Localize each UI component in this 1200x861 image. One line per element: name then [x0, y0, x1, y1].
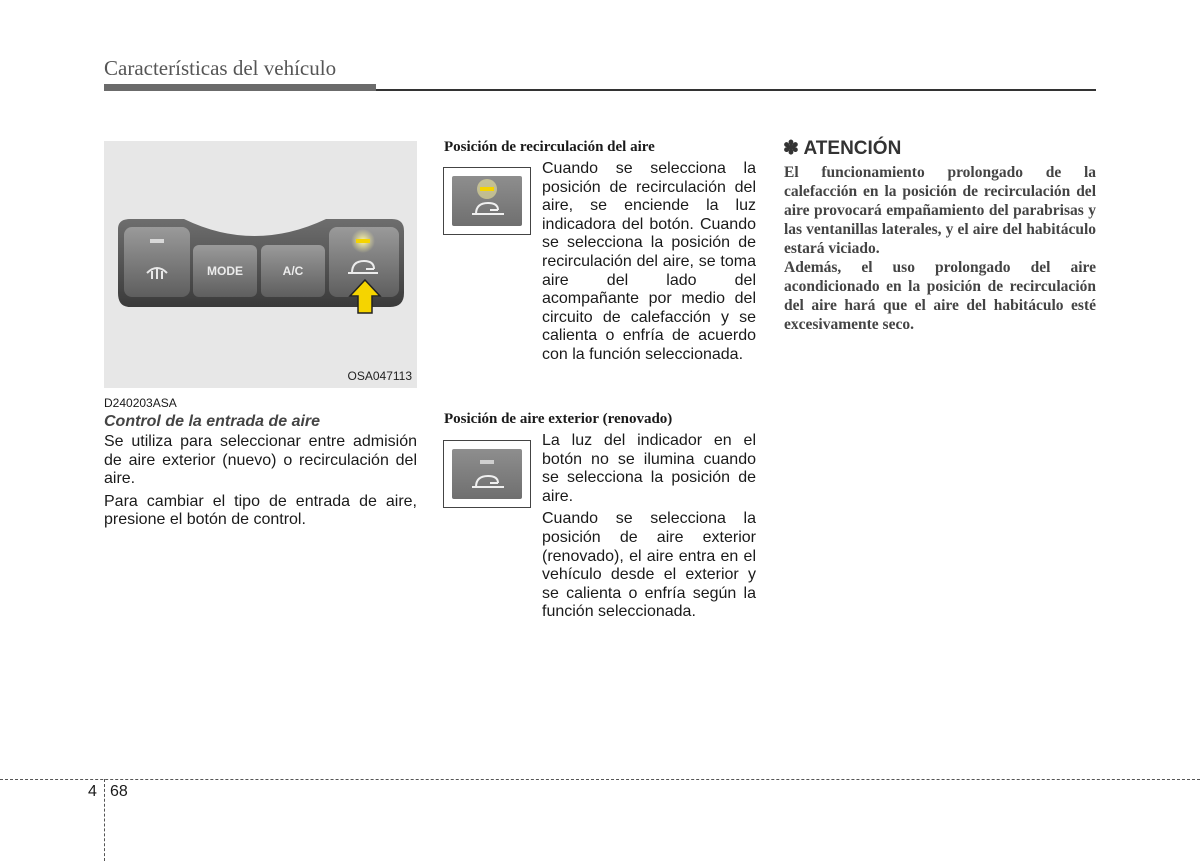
control-panel-illustration [104, 141, 417, 388]
recirculation-lit-icon [452, 176, 522, 226]
caption-code: D240203ASA [104, 396, 177, 410]
defrost-indicator [150, 239, 164, 243]
figure-code: OSA047113 [347, 369, 412, 383]
recirculation-heading: Posición de recirculación del aire [444, 139, 655, 155]
attention-title [783, 137, 901, 160]
outside-air-text-2: Cuando se selecciona la posición de aire exterior (renovado), el aire entra en el vehículo desde el exterior y se calienta o enfría según la función seleccionada. [542, 510, 756, 621]
outside-air-text-block [542, 432, 756, 622]
control-panel-figure [104, 141, 417, 388]
recirculation-button-illustration [443, 167, 531, 235]
footer-vertical-divider [104, 779, 105, 861]
mode-key-label: MODE [207, 264, 243, 278]
chapter-number: 4 [88, 783, 97, 800]
attention-symbol-icon: ✽ [783, 138, 799, 159]
button-face [452, 176, 522, 226]
left-column [104, 413, 417, 534]
attention-paragraph-1: El funcionamiento prolongado de la calefacción en la posición de recirculación del aire provocará empañamiento del parabrisas y las ventanillas laterales, y el aire del habitáculo estará viciado. [784, 164, 1096, 257]
section-title: Características del vehículo [104, 56, 337, 80]
outside-air-heading: Posición de aire exterior (renovado) [444, 411, 673, 427]
attention-title-text: ATENCIÓN [803, 138, 902, 159]
ac-key-label: A/C [282, 264, 304, 278]
footer-divider [0, 779, 1200, 780]
defrost-key [124, 227, 190, 297]
recirculation-unlit-icon [452, 449, 522, 499]
recirculation-text-block [542, 160, 756, 365]
outside-air-button-illustration [443, 440, 531, 508]
intro-paragraph: Se utiliza para seleccionar entre admisión de aire exterior (nuevo) o recirculación del aire. [104, 433, 417, 488]
attention-paragraph-2: Además, el uso prolongado del aire acondicionado en la posición de recirculación del aire hará que el aire del habitáculo esté excesivamente seco. [784, 259, 1096, 333]
recirculation-indicator [356, 239, 370, 243]
button-face [452, 449, 522, 499]
page-number: 68 [110, 783, 128, 800]
recirculation-text: Cuando se selecciona la posición de recirculación del aire, se enciende la luz indicadora del botón. Cuando se selecciona la posición de recirculación del aire, se toma aire del lado del acompañante por medio del circuito de calefacción y se calienta o enfría de acuerdo con la función seleccionada. [542, 160, 756, 363]
header-rule-accent [104, 84, 376, 91]
outside-air-text-1: La luz del indicador en el botón no se ilumina cuando se selecciona la posición de aire. [542, 432, 756, 505]
subheading: Control de la entrada de aire [104, 413, 321, 430]
attention-body [784, 163, 1096, 334]
instruction-paragraph: Para cambiar el tipo de entrada de aire, presione el botón de control. [104, 492, 417, 529]
